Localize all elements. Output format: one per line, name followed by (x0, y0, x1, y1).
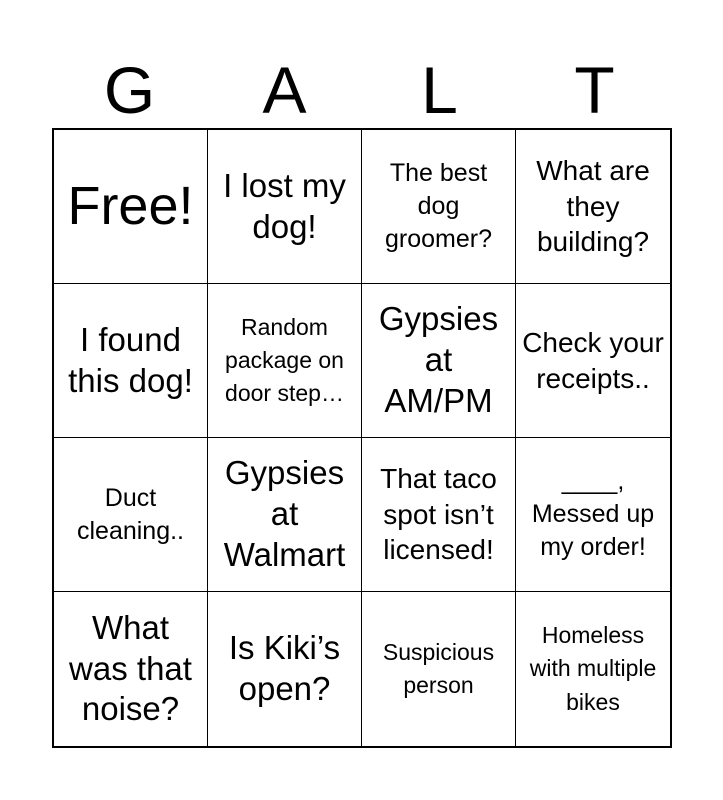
cell-text: The best dog groomer? (385, 159, 492, 253)
cell-text: I found this dog! (68, 320, 193, 399)
cell-text: That taco spot isn’t licensed! (380, 463, 497, 566)
cell-text: Homeless with multiple bikes (529, 622, 657, 715)
bingo-cell[interactable] (208, 130, 362, 284)
bingo-cell[interactable] (516, 284, 670, 438)
bingo-cell[interactable] (516, 438, 670, 592)
cell-text: Gypsies at Walmart (223, 454, 346, 573)
bingo-cell[interactable] (362, 592, 516, 746)
header-letter-t: T (574, 53, 615, 127)
bingo-cell[interactable] (208, 592, 362, 746)
header-letter-l: L (421, 53, 458, 127)
bingo-cell[interactable] (362, 438, 516, 592)
bingo-cell[interactable] (54, 438, 208, 592)
bingo-cell[interactable] (362, 130, 516, 284)
cell-text: Free! (67, 175, 194, 236)
cell-text: Gypsies at AM/PM (378, 300, 499, 419)
cell-text: I lost my dog! (223, 166, 346, 245)
cell-text: Check your receipts.. (522, 326, 664, 394)
header-letter-g: G (103, 53, 156, 127)
bingo-cell[interactable] (54, 592, 208, 746)
cell-text: Duct cleaning.. (76, 483, 185, 545)
cell-text: What was that noise? (69, 608, 192, 728)
bingo-cell[interactable] (516, 592, 670, 746)
bingo-cell[interactable] (362, 284, 516, 438)
bingo-header (52, 52, 672, 128)
cell-text: Random package on door step… (225, 313, 344, 407)
bingo-board (52, 128, 672, 748)
cell-text: Is Kiki’s open? (228, 629, 341, 707)
header-letter-a: A (262, 53, 307, 127)
bingo-cell[interactable] (54, 284, 208, 438)
cell-text: What are they building? (536, 155, 650, 258)
bingo-cell[interactable] (208, 438, 362, 592)
cell-text: ____, Messed up my order! (531, 467, 655, 561)
bingo-cell-free[interactable] (54, 130, 208, 284)
bingo-cell[interactable] (516, 130, 670, 284)
cell-text: Suspicious person (382, 638, 495, 698)
bingo-cell[interactable] (208, 284, 362, 438)
